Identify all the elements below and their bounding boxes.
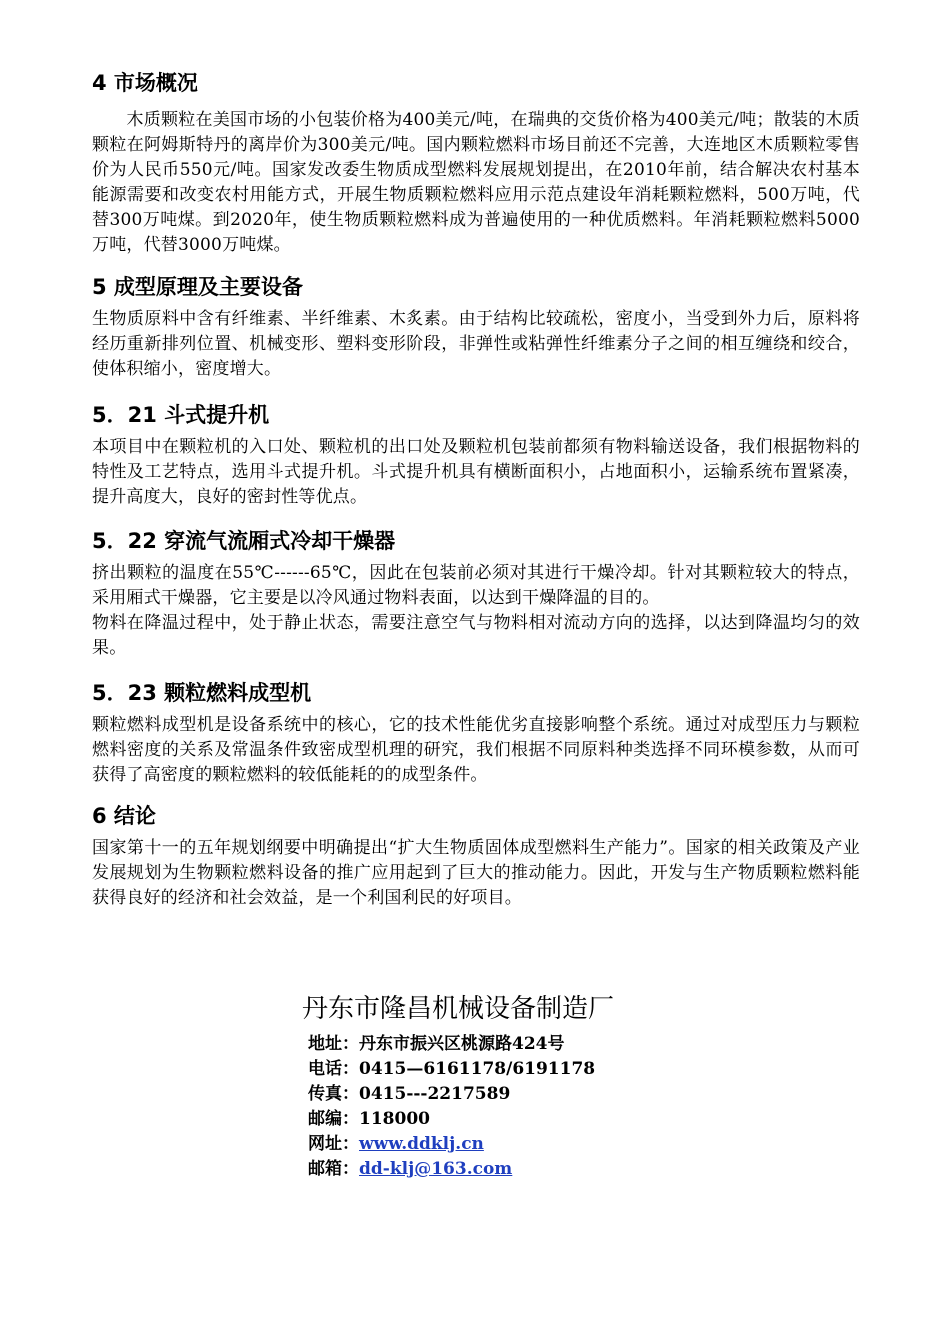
fax-label: 传真： — [308, 1084, 359, 1104]
fax-value: 0415---2217589 — [359, 1084, 511, 1104]
section-paragraph: 生物质原料中含有纤维素、半纤维素、木炙素。由于结构比较疏松，密度小，当受到外力后，原料将经历重新排列位置、机械变形、塑料变形阶段，非弹性或粘弹性纤维素分子之间的相互缠绕和绞合，使体积缩小，密度增大。 — [92, 309, 860, 379]
postcode-row — [308, 1107, 722, 1132]
website-label: 网址： — [308, 1134, 359, 1154]
section-pellet-machine — [92, 678, 860, 801]
postcode-value: 118000 — [359, 1109, 430, 1129]
document-body — [92, 68, 860, 911]
section-heading: 5．21 斗式提升机 — [92, 403, 270, 427]
address-value: 丹东市振兴区桃源路424号 — [359, 1034, 565, 1054]
company-contact-block — [302, 990, 722, 1182]
section-heading: 6 结论 — [92, 804, 156, 828]
phone-label: 电话： — [308, 1059, 359, 1079]
section-cooling-dryer — [92, 526, 860, 678]
section-market-overview — [92, 68, 860, 272]
section-heading: 4 市场概况 — [92, 71, 198, 95]
section-paragraph: 国家第十一的五年规划纲要中明确提出“扩大生物质固体成型燃料生产能力”。国家的相关政策及产业发展规划为生物颗粒燃料设备的推广应用起到了巨大的推动能力。因此，开发与生产物质颗粒燃料能获得良好的经济和社会效益，是一个利国利民的好项目。 — [92, 838, 860, 908]
fax-row — [308, 1082, 722, 1107]
email-label: 邮箱： — [308, 1159, 359, 1179]
website-row — [308, 1132, 722, 1157]
company-name: 丹东市隆昌机械设备制造厂 — [302, 994, 615, 1024]
section-paragraph: 木质颗粒在美国市场的小包装价格为400美元/吨，在瑞典的交货价格为400美元/吨；散装的木质颗粒在阿姆斯特丹的离岸价为300美元/吨。国内颗粒燃料市场目前还不完善，大连地区木质颗粒零售价为人民币550元/吨。国家发改委生物质成型燃料发展规划提出，在2010年前，结合解决农村基本能源需要和改变农村用能方式，开展生物质颗粒燃料应用示范点建设年消耗颗粒燃料，500万吨，代替300万吨煤。到2020年，使生物质颗粒燃料成为普遍使用的一种优质燃料。年消耗颗粒燃料5000万吨，代替3000万吨煤。 — [92, 110, 860, 255]
email-row — [308, 1157, 722, 1182]
section-paragraph: 本项目中在颗粒机的入口处、颗粒机的出口处及颗粒机包装前都须有物料输送设备，我们根据物料的特性及工艺特点，选用斗式提升机。斗式提升机具有横断面积小，占地面积小，运输系统布置紧凑，提升高度大，良好的密封性等优点。 — [92, 437, 860, 507]
website-link[interactable]: www.ddklj.cn — [359, 1134, 484, 1154]
email-link[interactable]: dd-klj@163.com — [359, 1159, 513, 1179]
address-label: 地址： — [308, 1034, 359, 1054]
phone-row — [308, 1057, 722, 1082]
contact-list — [308, 1032, 722, 1182]
section-heading: 5．23 颗粒燃料成型机 — [92, 681, 312, 705]
postcode-label: 邮编： — [308, 1109, 359, 1129]
section-paragraph: 挤出颗粒的温度在55℃------65℃，因此在包装前必须对其进行干燥冷却。针对其颗粒较大的特点，采用厢式干燥器，它主要是以冷风通过物料表面，以达到干燥降温的目的。 — [92, 563, 860, 608]
section-bucket-elevator — [92, 400, 860, 526]
address-row — [308, 1032, 722, 1057]
section-paragraph: 物料在降温过程中，处于静止状态，需要注意空气与物料相对流动方向的选择，以达到降温均匀的效果。 — [92, 613, 860, 658]
section-heading: 5 成型原理及主要设备 — [92, 275, 303, 299]
section-heading: 5．22 穿流气流厢式冷却干燥器 — [92, 529, 396, 553]
section-paragraph: 颗粒燃料成型机是设备系统中的核心，它的技术性能优劣直接影响整个系统。通过对成型压力与颗粒燃料密度的关系及常温条件致密成型机理的研究，我们根据不同原料种类选择不同环模参数，从而可获得了高密度的颗粒燃料的较低能耗的的成型条件。 — [92, 715, 860, 785]
phone-value: 0415—6161178/6191178 — [359, 1059, 596, 1079]
section-conclusion — [92, 801, 860, 911]
section-forming-principle — [92, 272, 860, 400]
